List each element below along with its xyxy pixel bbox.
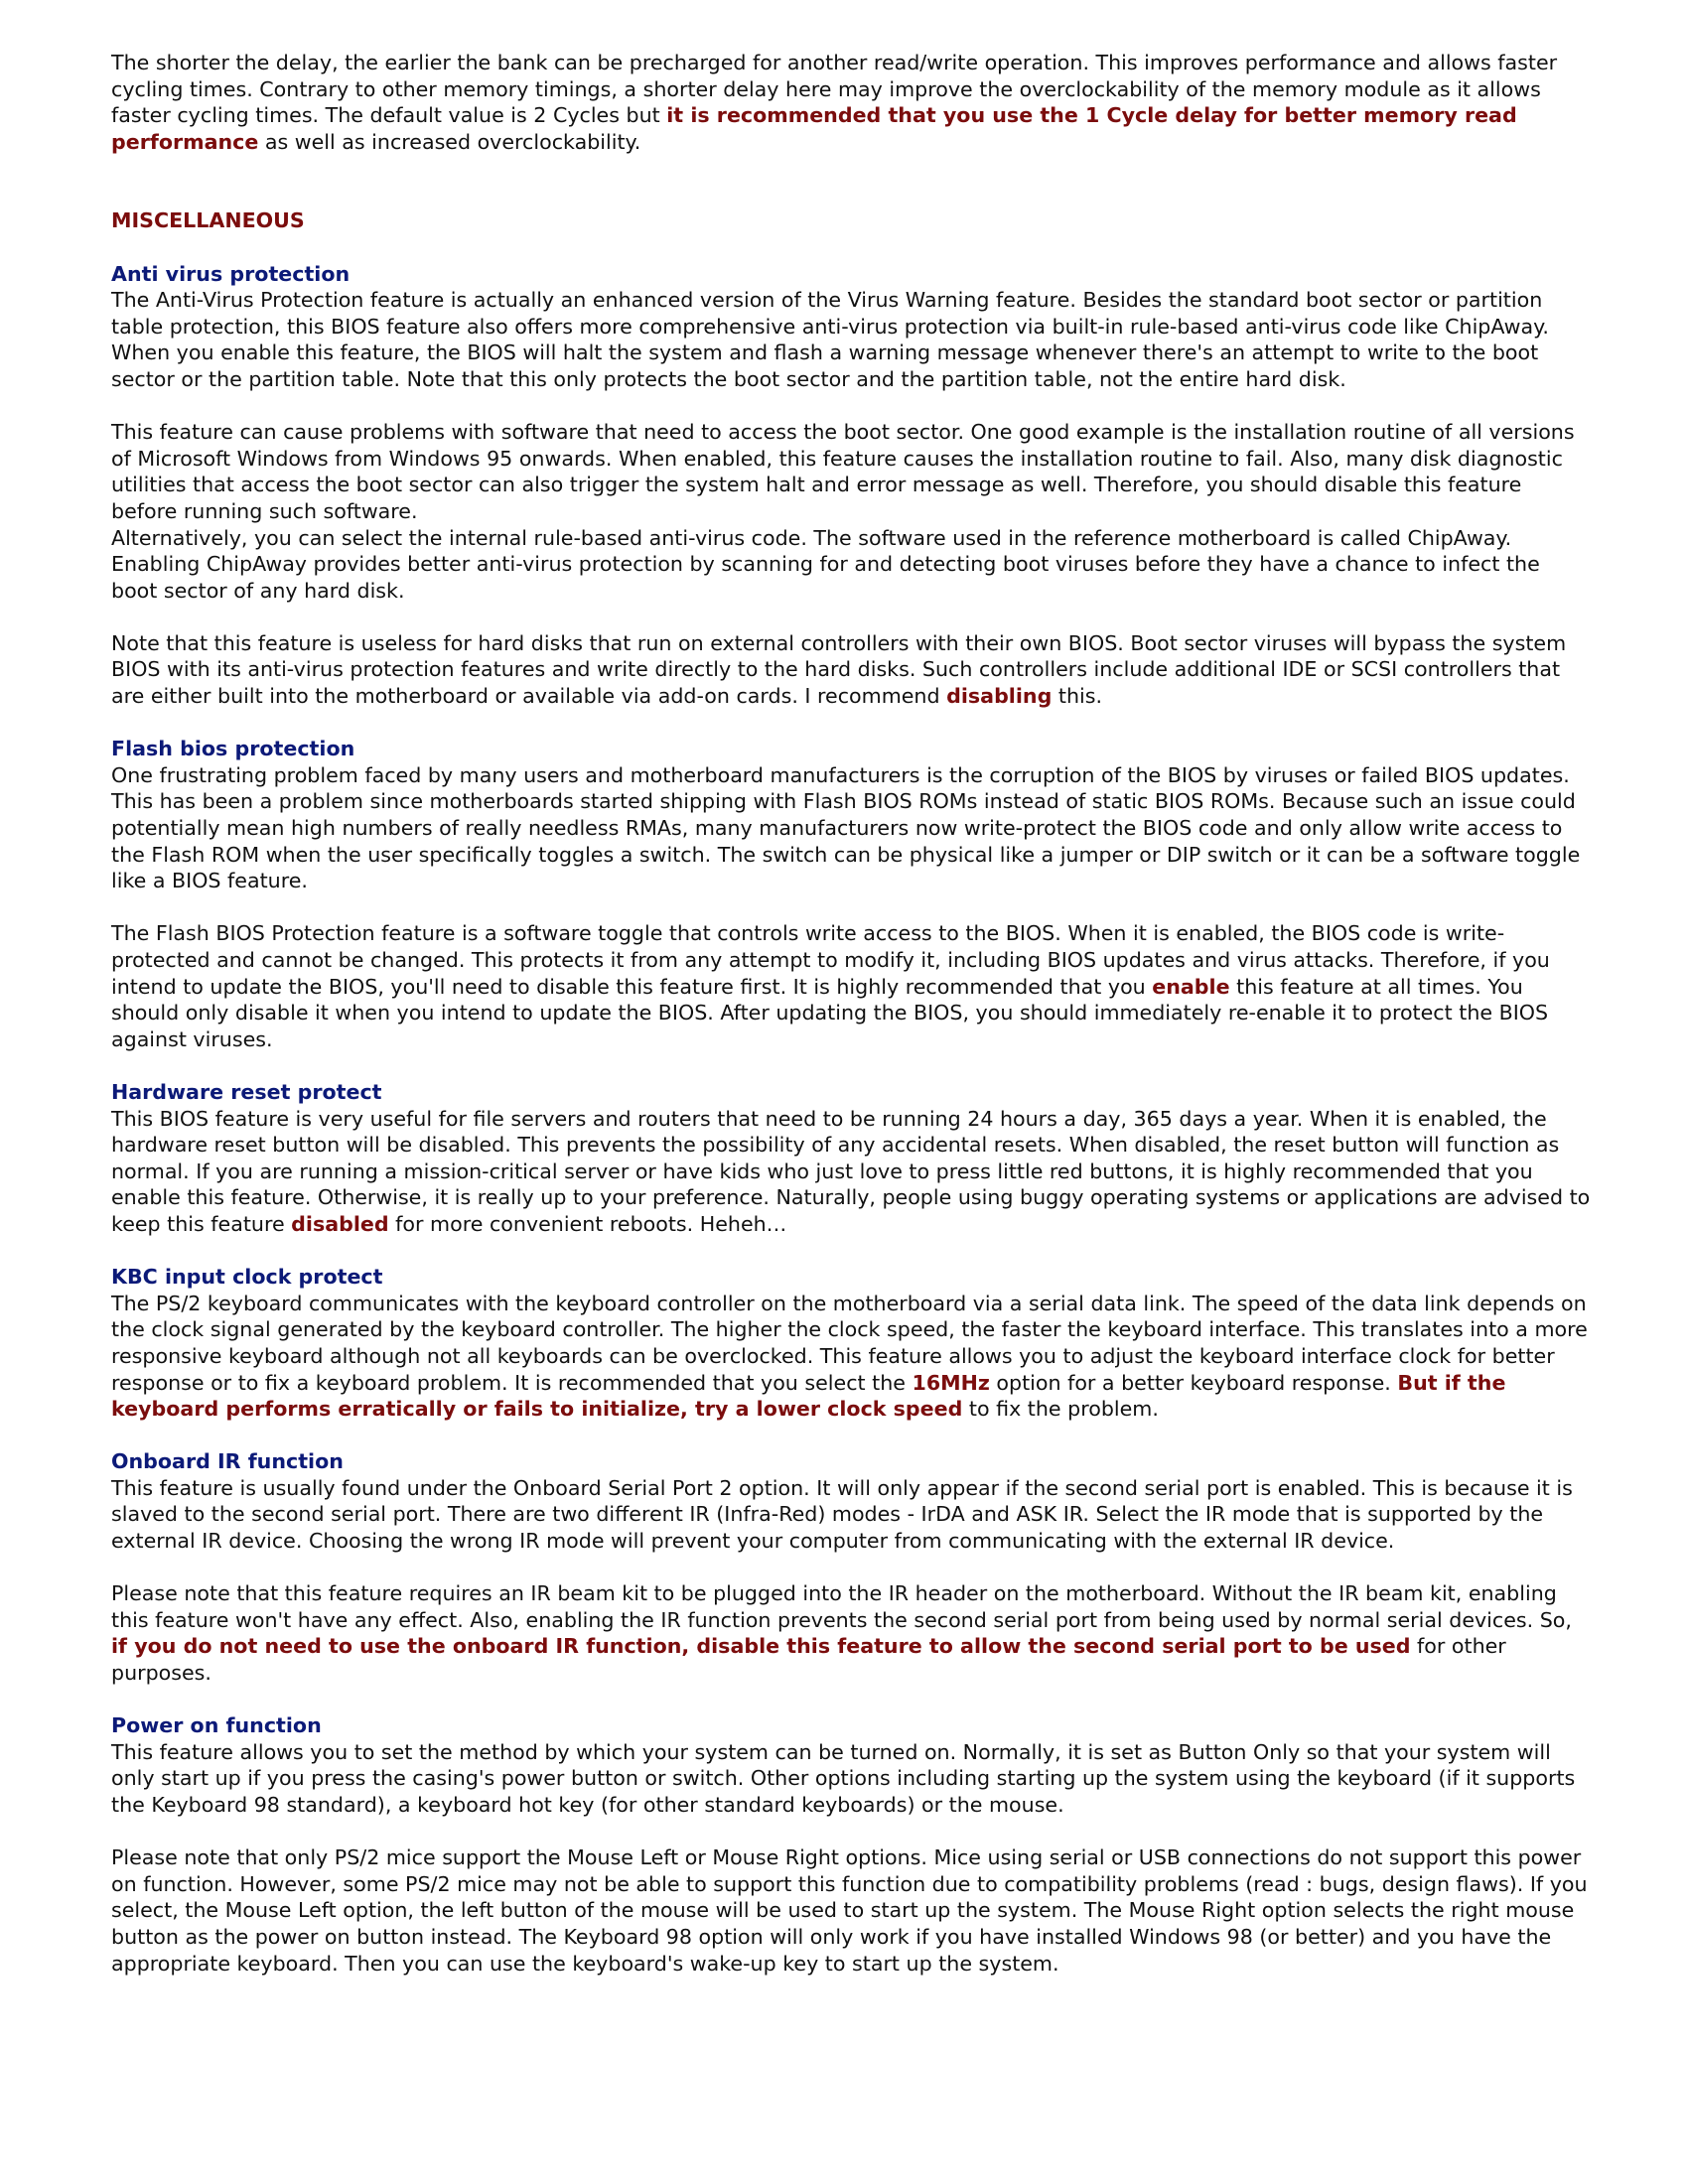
body-text: This feature allows you to set the method by which your system can be turned on. Normally, it is set as Button Only so that your system will only start up if you press the casing's power button or switch. Other options including starting up the system using the keyboard (if it supports the Keyboard 98 standard), a keyboard hot key (for other standard keyboards) or the mouse. <box>111 1739 1576 1817</box>
feature-paragraph <box>111 1580 1591 1686</box>
body-text: this feature at all times. You should only disable it when you intend to update the BIOS. After updating the BIOS, you should immediately re-enable it to protect the BIOS against viruses. <box>111 974 1549 1051</box>
feature-paragraph <box>111 762 1591 894</box>
feature-section <box>111 261 1591 710</box>
feature-paragraph <box>111 525 1591 605</box>
feature-heading: KBC input clock protect <box>111 1265 383 1290</box>
body-text: One frustrating problem faced by many users and motherboard manufacturers is the corruption of the BIOS by viruses or failed BIOS updates. This has been a problem since motherboards started shipping with Flash BIOS ROMs instead of static BIOS ROMs. Because such an issue could potentially mean high numbers of really needless RMAs, many manufacturers now write-protect the BIOS code and only allow write access to the Flash ROM when the user specifically toggles a switch. The switch can be physical like a jumper or DIP switch or it can be a software toggle like a BIOS feature. <box>111 762 1581 893</box>
body-text: Note that this feature is useless for hard disks that run on external controllers with their own BIOS. Boot sector viruses will bypass the system BIOS with its anti-virus protection features and write directly to the hard disks. Such controllers include additional IDE or SCSI controllers that are either built into the motherboard or available via add-on cards. I recommend <box>111 630 1567 709</box>
feature-heading: Anti virus protection <box>111 261 351 286</box>
body-text: for other purposes. <box>111 1634 1506 1686</box>
body-text: The Flash BIOS Protection feature is a software toggle that controls write access to the BIOS. When it is enabled, the BIOS code is write-protected and cannot be changed. This protects it from any attempt to modify it, including BIOS updates and virus attacks. Therefore, if you intend to update the BIOS, you'll need to disable this feature first. It is highly recommended that you <box>111 921 1550 999</box>
body-text: Please note that only PS/2 mice support the Mouse Left or Mouse Right options. Mice using serial or USB connections do not support this power on function. However, some PS/2 mice may not be able to support this function due to compatibility problems (read : bugs, design flaws). If you select, the Mouse Left option, the left button of the mouse will be used to start up the system. The Mouse Right option selects the right mouse button as the power on button instead. The Keyboard 98 option will only work if you have installed Windows 98 (or better) and you have the appropriate keyboard. Then you can use the keyboard's wake-up key to start up the system. <box>111 1845 1588 1976</box>
feature-section <box>111 736 1591 1052</box>
feature-paragraph <box>111 1475 1591 1555</box>
feature-section <box>111 1264 1591 1423</box>
feature-paragraph <box>111 1844 1591 1977</box>
highlighted-text: But if the keyboard performs erratically or fails to initialize, try a lower clock speed <box>111 1370 1506 1422</box>
highlighted-text: enable <box>1152 974 1230 999</box>
body-text: Alternatively, you can select the internal rule-based anti-virus code. The software used in the reference motherboard is called ChipAway. Enabling ChipAway provides better anti-virus protection by scanning for and detecting boot viruses before they have a chance to infect the boot sector of any hard disk. <box>111 525 1540 603</box>
feature-heading: Hardware reset protect <box>111 1079 382 1104</box>
body-text: The Anti-Virus Protection feature is actually an enhanced version of the Virus Warning feature. Besides the standard boot sector or partition table protection, this BIOS feature also offers more comprehensive anti-virus protection via built-in rule-based anti-virus code like ChipAway. When you enable this feature, the BIOS will halt the system and flash a warning message whenever there's an attempt to write to the boot sector or the partition table. Note that this only protects the boot sector and the partition table, not the entire hard disk. <box>111 288 1549 391</box>
body-text: This feature can cause problems with software that need to access the boot sector. One good example is the installation routine of all versions of Microsoft Windows from Windows 95 onwards. When enabled, this feature causes the installation routine to fail. Also, many disk diagnostic utilities that access the boot sector can also trigger the system halt and error message as well. Therefore, you should disable this feature before running such software. <box>111 420 1575 523</box>
feature-section <box>111 1712 1591 1977</box>
feature-section <box>111 1448 1591 1686</box>
body-text: option for a better keyboard response. <box>989 1370 1398 1395</box>
feature-paragraph <box>111 1291 1591 1423</box>
intro-paragraph <box>111 50 1591 155</box>
highlighted-text: 16MHz <box>912 1370 990 1395</box>
highlighted-text: if you do not need to use the onboard IR function, disable this feature to allow the second serial port to be used <box>111 1634 1411 1659</box>
feature-list <box>111 261 1591 1978</box>
feature-heading: Power on function <box>111 1713 322 1738</box>
body-text: The PS/2 keyboard communicates with the keyboard controller on the motherboard via a serial data link. The speed of the data link depends on the clock signal generated by the keyboard controller. The higher the clock speed, the faster the keyboard interface. This translates into a more responsive keyboard although not all keyboards can be overclocked. This feature allows you to adjust the keyboard interface clock for better response or to fix a keyboard problem. It is recommended that you select the <box>111 1291 1588 1395</box>
feature-paragraph <box>111 287 1591 392</box>
highlighted-text: disabled <box>291 1211 389 1236</box>
feature-section <box>111 1079 1591 1238</box>
feature-paragraph <box>111 630 1591 710</box>
body-text: This BIOS feature is very useful for file servers and routers that need to be running 24 hours a day, 365 days a year. When it is enabled, the hardware reset button will be disabled. This prevents the possibility of any accidental resets. When disabled, the reset button will function as normal. If you are running a mission-critical server or have kids who just love to press little red buttons, it is highly recommended that you enable this feature. Otherwise, it is really up to your preference. Naturally, people using buggy operating systems or applications are advised to keep this feature <box>111 1106 1591 1236</box>
document-page <box>111 50 1591 1977</box>
body-text: to fix the problem. <box>962 1397 1159 1422</box>
feature-paragraph <box>111 1106 1591 1238</box>
highlighted-text: it is recommended that you use the 1 Cycle delay for better memory read performance <box>111 103 1517 154</box>
feature-heading: Flash bios protection <box>111 737 355 761</box>
body-text: This feature is usually found under the Onboard Serial Port 2 option. It will only appear if the second serial port is enabled. This is because it is slaved to the second serial port. There are two different IR (Infra-Red) modes - IrDA and ASK IR. Select the IR mode that is supported by the external IR device. Choosing the wrong IR mode will prevent your computer from communicating with the external IR device. <box>111 1475 1573 1554</box>
body-text: for more convenient reboots. Heheh… <box>388 1211 787 1236</box>
feature-paragraph <box>111 920 1591 1052</box>
feature-paragraph <box>111 1739 1591 1819</box>
body-text: this. <box>1052 684 1102 709</box>
section-title: MISCELLANEOUS <box>111 208 305 233</box>
body-text: as well as increased overclockability. <box>258 129 641 154</box>
feature-paragraph <box>111 419 1591 524</box>
body-text: The shorter the delay, the earlier the bank can be precharged for another read/write operation. This improves performance and allows faster cycling times. Contrary to other memory timings, a shorter delay here may improve the overclockability of the memory module as it allows faster cycling times. The default value is 2 Cycles but <box>111 51 1558 128</box>
highlighted-text: disabling <box>946 684 1053 709</box>
feature-heading: Onboard IR function <box>111 1449 344 1474</box>
body-text: Please note that this feature requires an IR beam kit to be plugged into the IR header on the motherboard. Without the IR beam kit, enabling this feature won't have any effect. Also, enabling the IR function prevents the second serial port from being used by normal serial devices. So, <box>111 1581 1572 1632</box>
